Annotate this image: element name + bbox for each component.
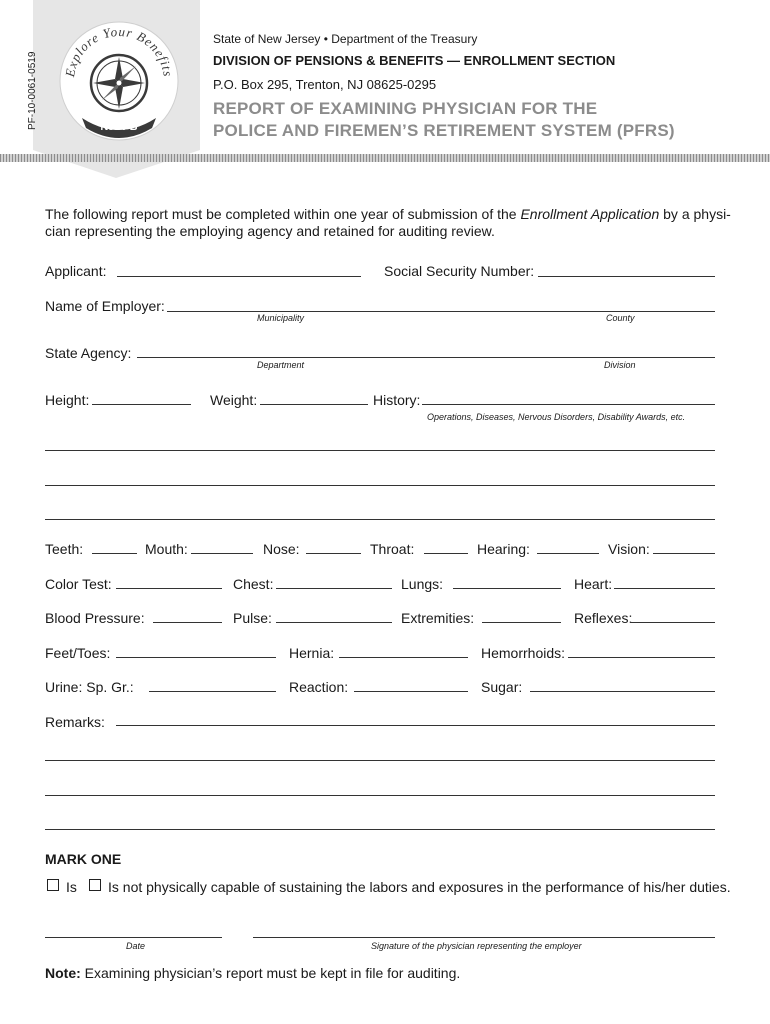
state-agency-label: State Agency: (45, 345, 132, 361)
header-division: DIVISION OF PENSIONS & BENEFITS — ENROLLMENT SECTION (213, 53, 616, 68)
lungs-field[interactable] (453, 588, 561, 589)
header-divider (0, 154, 770, 162)
header-address: P.O. Box 295, Trenton, NJ 08625-0295 (213, 77, 437, 92)
hearing-field[interactable] (537, 553, 599, 554)
sugar-field[interactable] (530, 691, 715, 692)
intro-italic: Enrollment Application (520, 206, 660, 222)
weight-field[interactable] (260, 404, 368, 405)
throat-label: Throat: (370, 541, 415, 557)
employer-label: Name of Employer: (45, 298, 165, 314)
employer-field[interactable] (167, 311, 715, 312)
heart-field[interactable] (614, 588, 715, 589)
note (45, 965, 460, 981)
hernia-field[interactable] (339, 657, 468, 658)
date-caption: Date (126, 941, 146, 951)
is-not-checkbox[interactable] (89, 879, 101, 891)
height-label: Height: (45, 392, 90, 408)
remarks-field[interactable] (116, 725, 715, 726)
hemorrhoids-label: Hemorrhoids: (481, 645, 566, 661)
applicant-field[interactable] (117, 276, 361, 277)
mark-one-heading: MARK ONE (45, 851, 122, 867)
color-test-field[interactable] (116, 588, 222, 589)
ssn-label: Social Security Number: (384, 263, 535, 279)
logo-badge-text: NJDPB (100, 121, 138, 133)
chest-field[interactable] (276, 588, 392, 589)
heart-label: Heart: (574, 576, 613, 592)
vision-label: Vision: (608, 541, 650, 557)
intro-text-b: by a physi- (659, 206, 731, 222)
lungs-label: Lungs: (401, 576, 444, 592)
weight-label: Weight: (210, 392, 258, 408)
height-field[interactable] (92, 404, 191, 405)
reflexes-label: Reflexes: (574, 610, 633, 626)
sugar-label: Sugar: (481, 679, 523, 695)
note-label: Note: (45, 965, 81, 981)
hernia-label: Hernia: (289, 645, 335, 661)
note-text: Examining physician’s report must be kept in file for auditing. (80, 965, 461, 981)
form-title-line2: POLICE AND FIREMEN’S RETIREMENT SYSTEM (PFRS) (213, 121, 675, 140)
remarks-label: Remarks: (45, 714, 105, 730)
reaction-label: Reaction: (289, 679, 349, 695)
division-caption: Division (604, 360, 636, 370)
intro-text-a: The following report must be completed within one year of submission of the (45, 206, 521, 222)
extremities-label: Extremities: (401, 610, 475, 626)
history-field[interactable] (422, 404, 715, 405)
chest-label: Chest: (233, 576, 274, 592)
teeth-label: Teeth: (45, 541, 84, 557)
state-agency-field[interactable] (137, 357, 715, 358)
pulse-field[interactable] (276, 622, 392, 623)
njdpb-logo (58, 20, 180, 142)
urine-field[interactable] (149, 691, 276, 692)
intro-line2: cian representing the employing agency and retained for auditing review. (45, 223, 495, 239)
logo-arc-text: Explore Your Benefits (62, 23, 176, 79)
teeth-field[interactable] (92, 553, 137, 554)
applicant-label: Applicant: (45, 263, 107, 279)
signature-field[interactable] (253, 937, 715, 938)
remarks-line-4[interactable] (45, 829, 715, 830)
form-title-line1: REPORT OF EXAMINING PHYSICIAN FOR THE (213, 99, 598, 118)
is-label: Is (66, 879, 77, 895)
county-caption: County (606, 313, 635, 323)
nose-label: Nose: (263, 541, 300, 557)
header-state-dept: State of New Jersey • Department of the Treasury (213, 32, 478, 46)
ssn-field[interactable] (538, 276, 715, 277)
blood-pressure-field[interactable] (153, 622, 222, 623)
feet-toes-field[interactable] (116, 657, 276, 658)
throat-field[interactable] (424, 553, 468, 554)
signature-caption: Signature of the physician representing the employer (371, 941, 582, 951)
reaction-field[interactable] (354, 691, 468, 692)
vision-field[interactable] (653, 553, 715, 554)
nose-field[interactable] (306, 553, 361, 554)
mouth-field[interactable] (191, 553, 253, 554)
urine-label: Urine: Sp. Gr.: (45, 679, 134, 695)
hemorrhoids-field[interactable] (568, 657, 715, 658)
remarks-line-2[interactable] (45, 760, 715, 761)
form-id: PF-10-0061-0519 (27, 51, 38, 130)
feet-toes-label: Feet/Toes: (45, 645, 111, 661)
date-field[interactable] (45, 937, 222, 938)
history-line-2[interactable] (45, 450, 715, 451)
history-line-4[interactable] (45, 519, 715, 520)
municipality-caption: Municipality (257, 313, 305, 323)
reflexes-field[interactable] (630, 622, 715, 623)
extremities-field[interactable] (482, 622, 561, 623)
pulse-label: Pulse: (233, 610, 272, 626)
is-checkbox[interactable] (47, 879, 59, 891)
history-caption: Operations, Diseases, Nervous Disorders, Disability Awards, etc. (427, 412, 686, 422)
blood-pressure-label: Blood Pressure: (45, 610, 145, 626)
color-test-label: Color Test: (45, 576, 112, 592)
department-caption: Department (257, 360, 305, 370)
is-not-label: Is not physically capable of sustaining the labors and exposures in the performance of his/her duties. (108, 879, 731, 895)
mouth-label: Mouth: (145, 541, 188, 557)
hearing-label: Hearing: (477, 541, 530, 557)
history-label: History: (373, 392, 421, 408)
remarks-line-3[interactable] (45, 795, 715, 796)
intro-line1 (45, 206, 731, 222)
history-line-3[interactable] (45, 485, 715, 486)
